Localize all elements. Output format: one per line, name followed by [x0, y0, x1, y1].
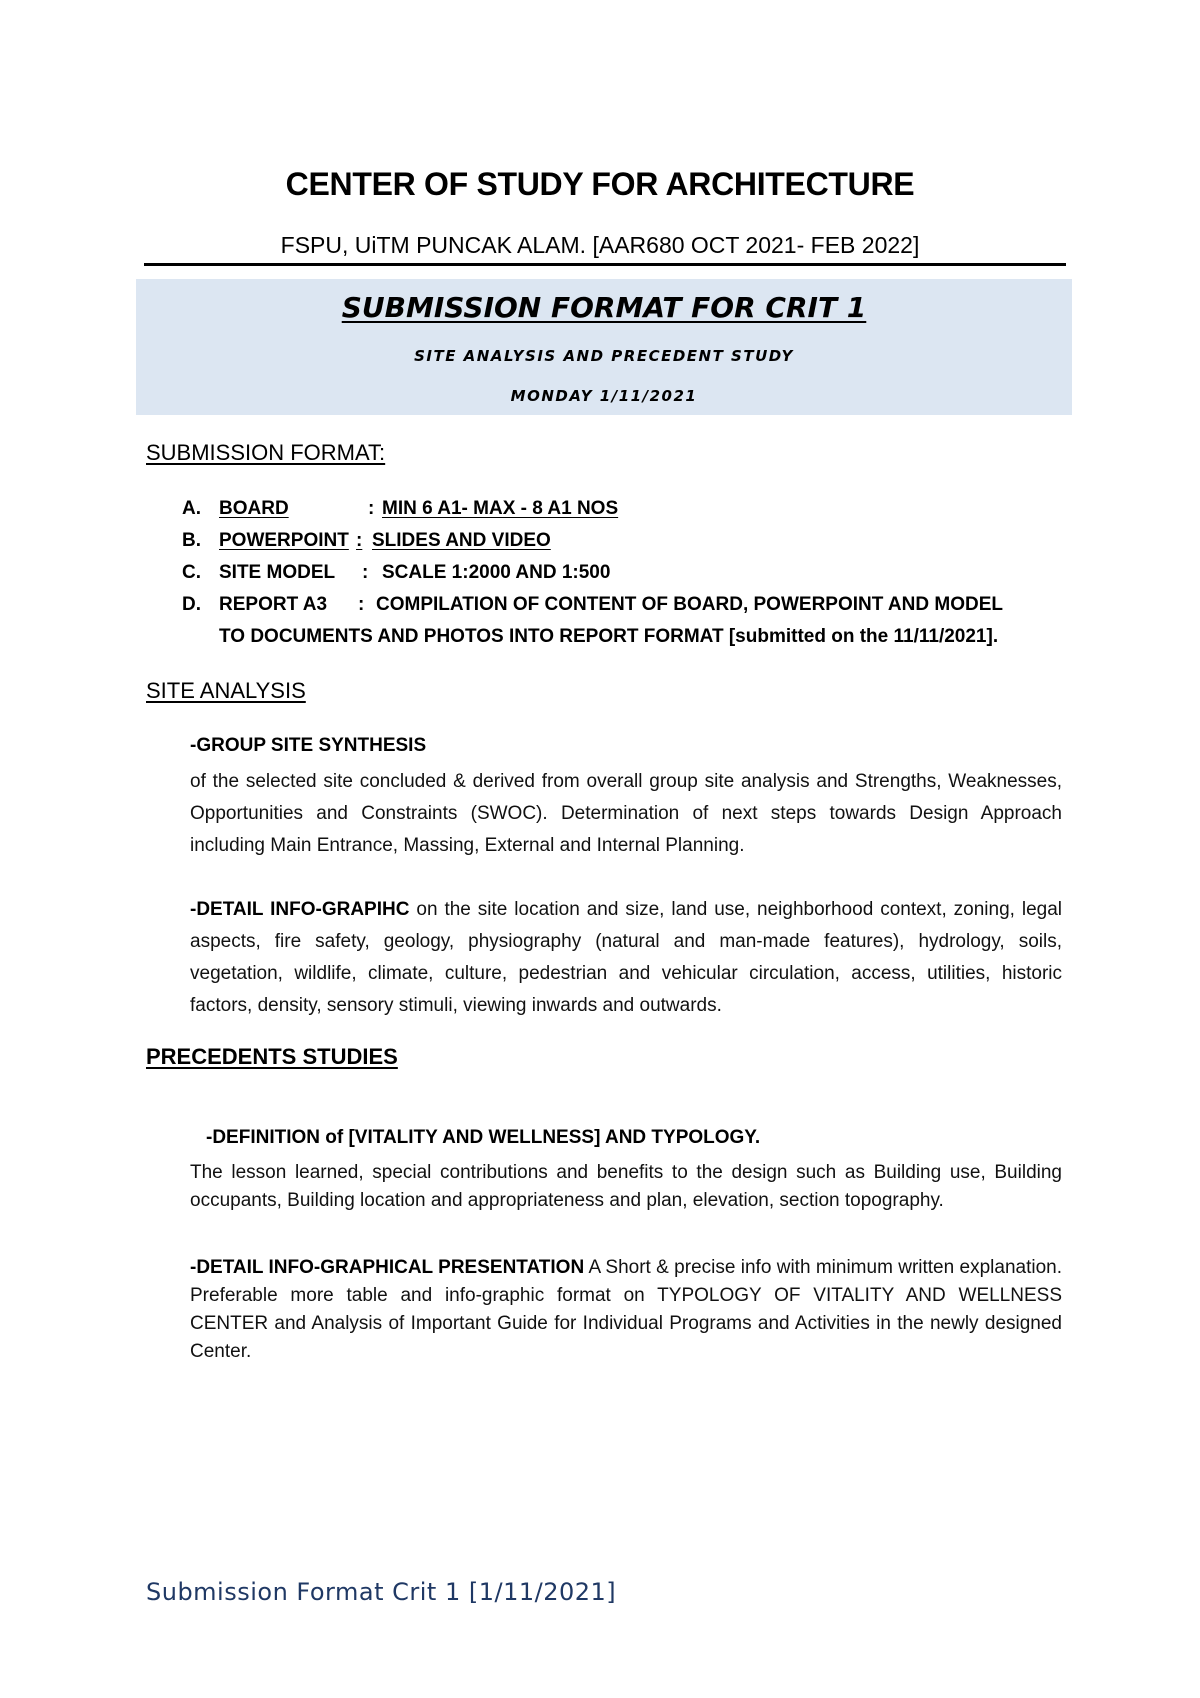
- group-site-synthesis-text: of the selected site concluded & derived from overall group site analysis and Strengths, Weaknesses, Opportunities and Constraints (SWOC). Determination of next steps towards Design Approach including Main Entrance, Massing, External and Internal Planning.: [190, 771, 1062, 856]
- banner-title: SUBMISSION FORMAT FOR CRIT 1: [341, 291, 867, 324]
- precedent-detail-paragraph: [190, 1254, 1062, 1366]
- list-label: SITE MODEL: [219, 562, 336, 583]
- submission-format-heading: SUBMISSION FORMAT:: [146, 440, 386, 465]
- list-item: [182, 589, 1062, 621]
- list-marker: A.: [182, 498, 201, 519]
- group-site-synthesis-heading: -GROUP SITE SYNTHESIS: [190, 735, 427, 756]
- document-subtitle: FSPU, UiTM PUNCAK ALAM. [AAR680 OCT 2021- FEB 2022]: [280, 232, 920, 258]
- list-value: SCALE 1:2000 AND 1:500: [382, 562, 611, 583]
- page-footer: Submission Format Crit 1 [1/11/2021]: [146, 1578, 617, 1606]
- definition-heading: -DEFINITION of [VITALITY AND WELLNESS] AND TYPOLOGY.: [206, 1127, 761, 1148]
- header-rule: [144, 263, 1066, 266]
- list-separator: :: [356, 530, 363, 551]
- precedent-detail-text: A Short & precise info with minimum written explanation. Preferable more table and info-graphic format on TYPOLOGY OF VITALITY AND WELLNESS CENTER and Analysis of Important Guide for Individual Programs and Activities in the newly designed Center.: [190, 1257, 1062, 1362]
- precedents-heading: PRECEDENTS STUDIES: [146, 1044, 398, 1069]
- list-label: REPORT A3: [219, 594, 328, 615]
- list-label: BOARD: [219, 498, 289, 519]
- list-item: [182, 557, 1062, 589]
- banner-date: MONDAY 1/11/2021: [510, 387, 698, 405]
- list-value: SLIDES AND VIDEO: [372, 530, 551, 551]
- list-separator: :: [368, 498, 375, 519]
- site-analysis-heading: SITE ANALYSIS: [146, 678, 306, 703]
- precedent-detail-lead: -DETAIL INFO-GRAPHICAL PRESENTATION: [190, 1257, 585, 1278]
- list-separator: :: [362, 562, 369, 583]
- list-marker: D.: [182, 594, 201, 615]
- list-item-continuation: TO DOCUMENTS AND PHOTOS INTO REPORT FORMAT [submitted on the 11/11/2021].: [219, 626, 999, 647]
- submission-banner: [136, 279, 1072, 415]
- banner-subtitle: SITE ANALYSIS AND PRECEDENT STUDY: [414, 347, 794, 365]
- list-value: COMPILATION OF CONTENT OF BOARD, POWERPOINT AND MODEL: [376, 594, 1003, 615]
- list-item: [182, 525, 1062, 557]
- list-label: POWERPOINT: [219, 530, 349, 551]
- list-separator: :: [358, 594, 365, 615]
- definition-text: The lesson learned, special contributions and benefits to the design such as Building use, Building occupants, Building location and appropriateness and plan, elevation, section topography.: [190, 1162, 1062, 1211]
- site-detail-text: on the site location and size, land use, neighborhood context, zoning, legal aspects, fire safety, geology, physiography (natural and man-made features), hydrology, soils, vegetation, wildlife, climate, culture, pedestrian and vehicular circulation, access, utilities, historic factors, density, sensory stimuli, viewing inwards and outwards.: [190, 899, 1062, 1016]
- site-detail-infographic-paragraph: [190, 894, 1062, 1022]
- list-marker: B.: [182, 530, 201, 551]
- list-item: [182, 493, 1062, 525]
- site-detail-lead: -DETAIL INFO-GRAPIHC: [190, 899, 410, 920]
- submission-format-list: [182, 493, 1062, 653]
- list-value: MIN 6 A1- MAX - 8 A1 NOS: [382, 498, 619, 519]
- document-title: CENTER OF STUDY FOR ARCHITECTURE: [285, 166, 915, 202]
- list-marker: C.: [182, 562, 201, 583]
